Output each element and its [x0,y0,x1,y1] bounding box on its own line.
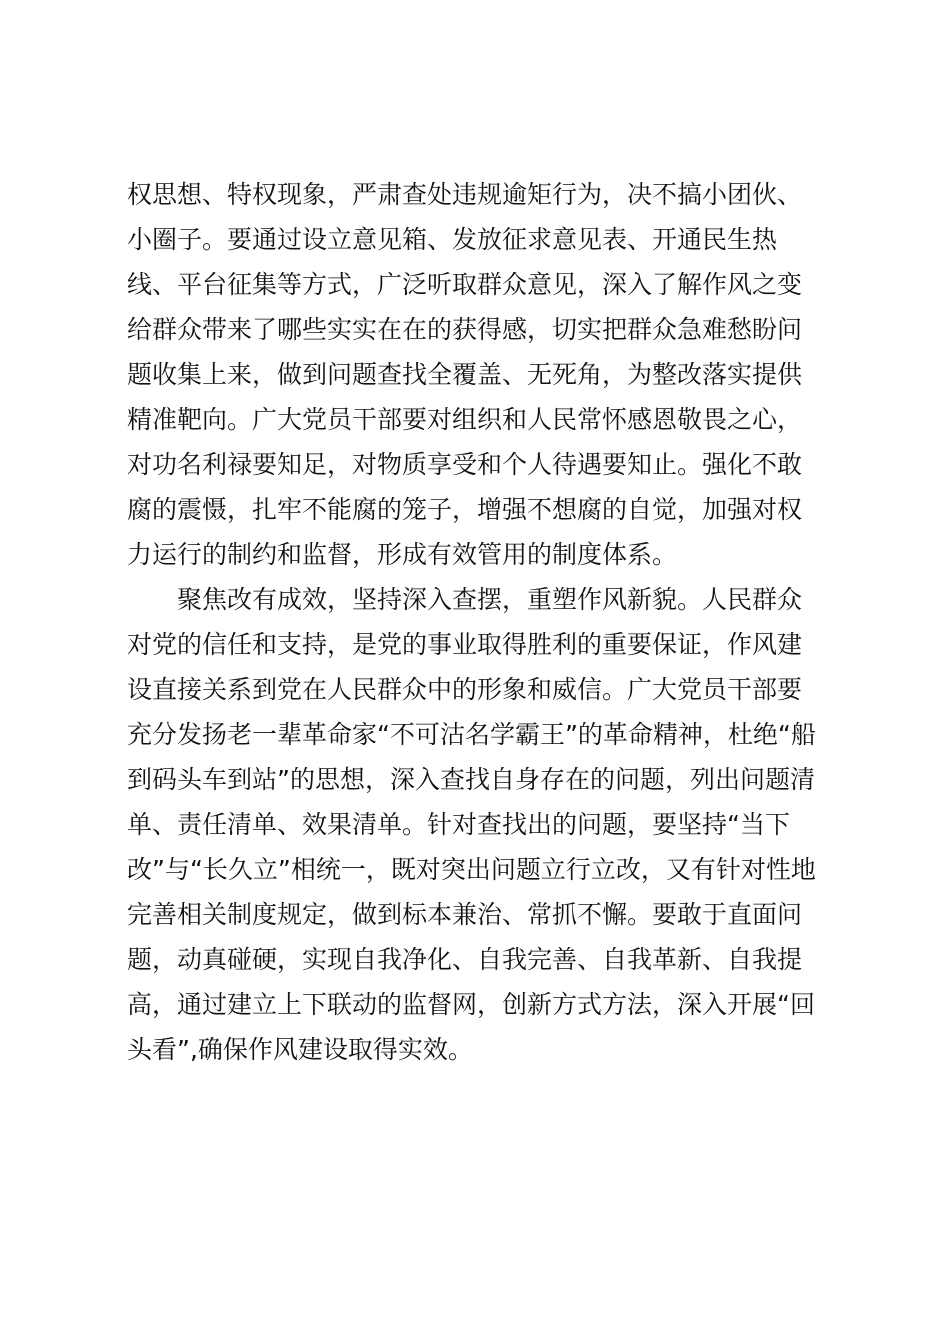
text-line: 精准靶向。广大党员干部要对组织和人民常怀感恩敬畏之心， [127,405,803,434]
text-line: 到码头车到站”的思想，深入查找自身存在的问题，列出问题清 [127,765,815,794]
text-line: 充分发扬老一辈革命家“不可沽名学霸王”的革命精神，杜绝“船 [127,720,816,749]
text-line: 头看”,确保作风建设取得实效。 [127,1035,473,1064]
text-line: 设直接关系到党在人民群众中的形象和威信。广大党员干部要 [127,675,803,704]
text-line: 完善相关制度规定，做到标本兼治、常抓不懈。要敢于直面问 [127,900,803,929]
text-line: 对功名利禄要知足，对物质享受和个人待遇要知止。强化不敢 [127,450,803,479]
text-line: 单、责任清单、效果清单。针对查找出的问题，要坚持“当下 [127,810,790,839]
text-line: 高，通过建立上下联动的监督网，创新方式方法，深入开展“回 [127,990,815,1019]
text-line: 聚焦改有成效，坚持深入查摆，重塑作风新貌。人民群众 [177,585,803,614]
text-line: 小圈子。要通过设立意见箱、发放征求意见表、开通民生热 [127,225,778,254]
text-line: 权思想、特权现象，严肃查处违规逾矩行为，决不搞小团伙、 [127,180,803,209]
text-line: 力运行的制约和监督，形成有效管用的制度体系。 [127,540,678,569]
paragraph-1 [127,172,847,577]
text-line: 线、平台征集等方式，广泛听取群众意见，深入了解作风之变 [127,270,803,299]
text-line: 改”与“长久立”相统一，既对突出问题立行立改，又有针对性地 [127,855,816,884]
text-line: 给群众带来了哪些实实在在的获得感，切实把群众急难愁盼问 [127,315,803,344]
paragraph-2 [127,577,847,1072]
text-line: 题收集上来，做到问题查找全覆盖、无死角，为整改落实提供 [127,360,803,389]
text-line: 题，动真碰硬，实现自我净化、自我完善、自我革新、自我提 [127,945,803,974]
text-line: 对党的信任和支持，是党的事业取得胜利的重要保证，作风建 [127,630,803,659]
text-line: 腐的震慑，扎牢不能腐的笼子，增强不想腐的自觉，加强对权 [127,495,803,524]
document-body [127,172,847,1072]
